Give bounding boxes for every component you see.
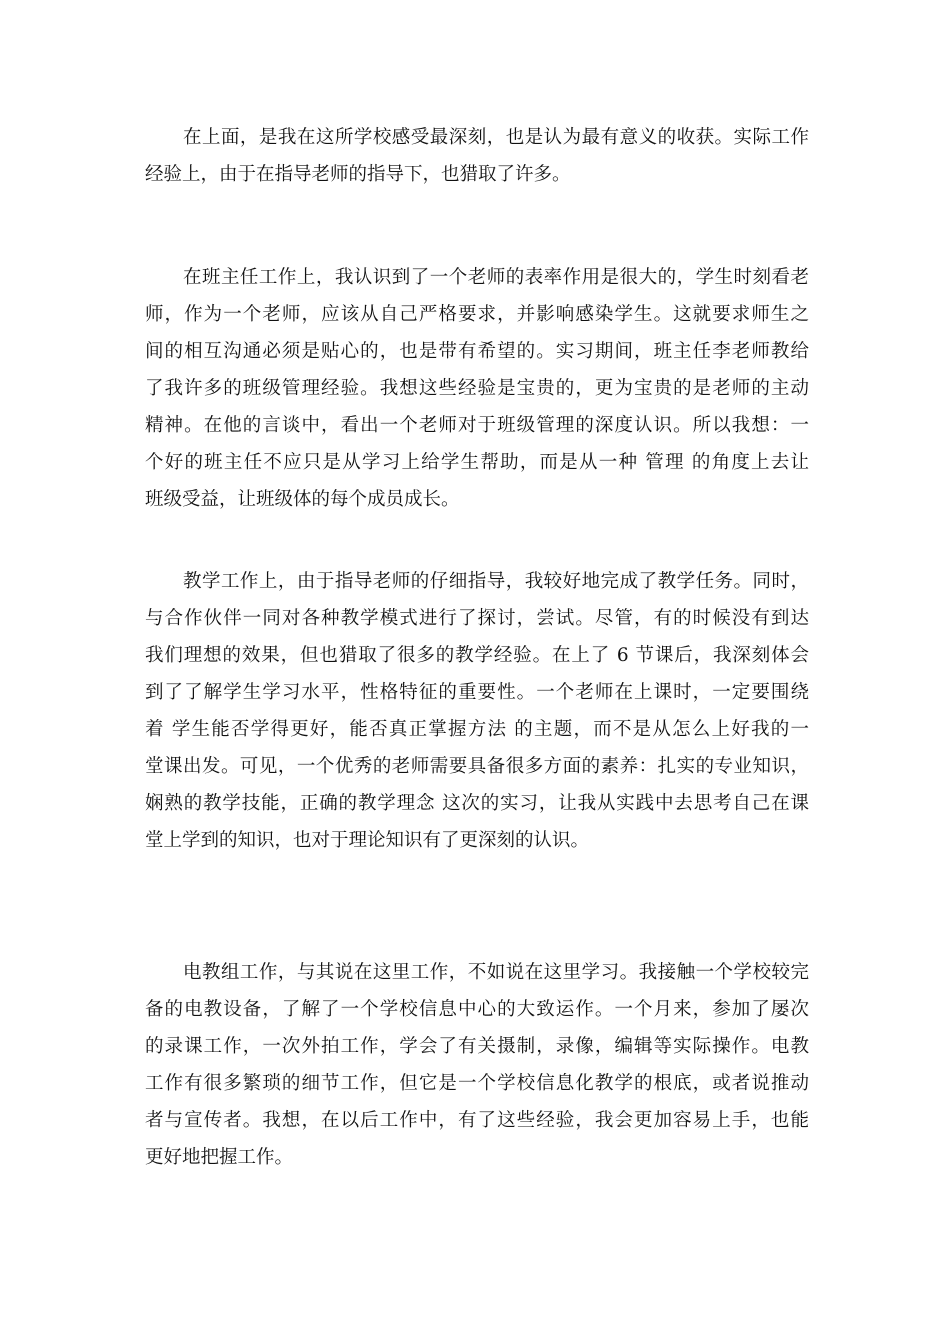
paragraph-3 xyxy=(145,563,809,859)
text-line: 着 学生能否学得更好，能否真正掌握方法 的主题，而不是从怎么上好我的一 xyxy=(145,719,809,740)
text-line: 更好地把握工作。 xyxy=(145,1147,294,1168)
text-line: 娴熟的教学技能，正确的教学理念 这次的实习，让我从实践中去思考自己在课 xyxy=(145,793,809,814)
text-line: 者与宣传者。我想，在以后工作中，有了这些经验，我会更加容易上手，也能 xyxy=(145,1110,809,1131)
text-line: 精神。在他的言谈中，看出一个老师对于班级管理的深度认识。所以我想：一 xyxy=(145,415,809,436)
text-line: 到了了解学生学习水平，性格特征的重要性。一个老师在上课时，一定要围绕 xyxy=(145,682,809,703)
text-line: 在上面，是我在这所学校感受最深刻，也是认为最有意义的收获。实际工作 xyxy=(145,127,809,148)
paragraph-2 xyxy=(145,259,809,518)
text-line: 间的相互沟通必须是贴心的，也是带有希望的。实习期间，班主任李老师教给 xyxy=(145,341,809,362)
text-line: 班级受益，让班级体的每个成员成长。 xyxy=(145,489,460,510)
text-line: 堂上学到的知识，也对于理论知识有了更深刻的认识。 xyxy=(145,830,590,851)
paragraph-1 xyxy=(145,119,809,193)
text-line: 在班主任工作上，我认识到了一个老师的表率作用是很大的，学生时刻看老 xyxy=(145,267,809,288)
text-line: 电教组工作，与其说在这里工作，不如说在这里学习。我接触一个学校较完 xyxy=(145,962,809,983)
text-line: 教学工作上，由于指导老师的仔细指导，我较好地完成了教学任务。同时， xyxy=(145,571,809,592)
text-line: 堂课出发。可见，一个优秀的老师需要具备很多方面的素养：扎实的专业知识， xyxy=(145,756,809,777)
text-line: 的录课工作，一次外拍工作，学会了有关摄制，录像，编辑等实际操作。电教 xyxy=(145,1036,809,1057)
text-line: 了我许多的班级管理经验。我想这些经验是宝贵的，更为宝贵的是老师的主动 xyxy=(145,378,809,399)
text-line: 备的电教设备，了解了一个学校信息中心的大致运作。一个月来，参加了屡次 xyxy=(145,999,809,1020)
text-line: 经验上，由于在指导老师的指导下，也猎取了许多。 xyxy=(145,164,571,185)
paragraph-4 xyxy=(145,954,809,1176)
text-line: 与合作伙伴一同对各种教学模式进行了探讨，尝试。尽管，有的时候没有到达 xyxy=(145,608,809,629)
text-line: 工作有很多繁琐的细节工作，但它是一个学校信息化教学的根底，或者说推动 xyxy=(145,1073,809,1094)
text-line: 个好的班主任不应只是从学习上给学生帮助，而是从一种 管理 的角度上去让 xyxy=(145,452,809,473)
text-line: 师，作为一个老师，应该从自己严格要求，并影响感染学生。这就要求师生之 xyxy=(145,304,809,325)
text-line: 我们理想的效果，但也猎取了很多的教学经验。在上了 6 节课后，我深刻体会 xyxy=(145,645,809,666)
